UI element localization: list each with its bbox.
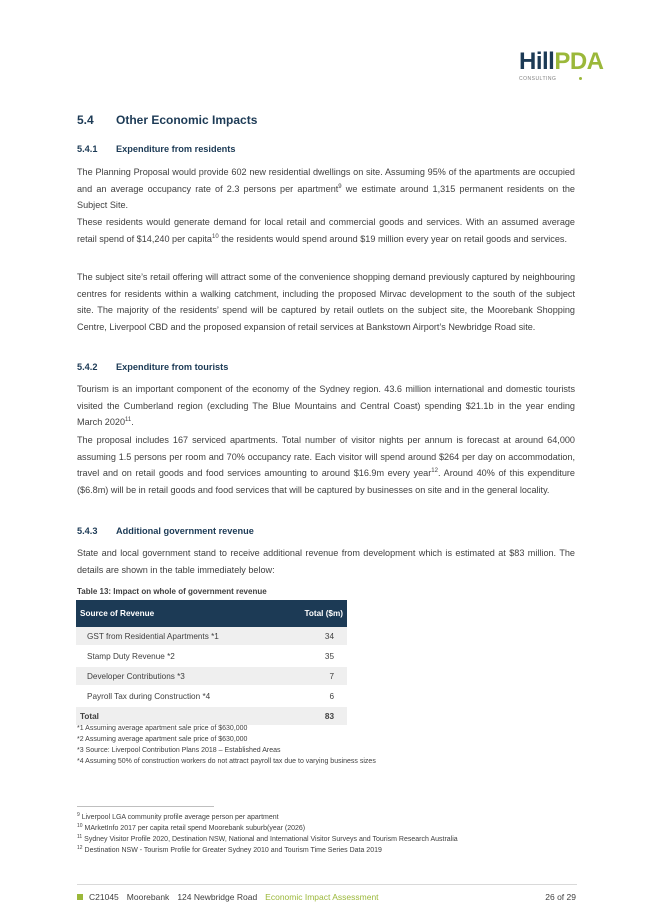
revenue-source-cell: Developer Contributions *3 <box>76 666 282 686</box>
footnote: $^{10}$ MArketInfo 2017 per capita retail spend Moorebank suburb(year (2026) <box>77 823 306 832</box>
footnote-divider <box>77 806 214 807</box>
table-caption: Table 13: Impact on whole of government revenue <box>77 587 267 596</box>
table-note: *4 Assuming 50% of construction workers do not attract payroll tax due to varying business sizes <box>77 758 376 765</box>
revenue-value-cell: 35 <box>282 646 347 666</box>
footer-document-title: Economic Impact Assessment <box>265 892 379 902</box>
paragraph-residents-2: These residents would generate demand for local retail and commercial goods and services. With an assumed average retail spend of $14,240 per capita$^{10}$ the residents would spend around $19 million every year on retail goods and services. <box>77 217 575 244</box>
page-number: 26 of 29 <box>545 892 576 902</box>
paragraph-residents-1: The Planning Proposal would provide 602 new residential dwellings on site. Assuming 95% of the apartments are occupied and an average occupancy rate of 2.3 persons per apartment$^9$ we estimate around 1,315 permanent residents on the Subject Site. <box>77 167 575 211</box>
footnote-ref: 10 <box>212 233 219 240</box>
table-row <box>76 686 347 706</box>
hillpda-logo <box>519 50 609 86</box>
paragraph-residents-3: The subject site’s retail offering will attract some of the convenience shopping demand previously captured by neighbouring centres for residents within a walking catchment, including the proposed Mirvac development to the south of the subject site. The majority of the residents’ spend will be captured by retail outlets on the subject site, the Moorebank Shopping Centre, Liverpool CBD and the proposed expansion of retail services at Bankstown Airport’s Newbridge Road site. <box>77 272 575 332</box>
subsection-heading-543 <box>77 526 254 536</box>
total-label-cell: Total <box>76 706 282 726</box>
logo-wordmark <box>519 50 609 74</box>
footnote-ref: 11 <box>125 417 132 424</box>
footnote: $^{11}$ Sydney Visitor Profile 2020, Destination NSW, National and International Visitor Surveys and Tourism Research Australia <box>77 834 458 843</box>
footnote: $^9$ Liverpool LGA community profile average person per apartment <box>77 812 279 821</box>
logo-subtitle <box>519 76 589 82</box>
subsection-title: Expenditure from residents <box>116 144 236 154</box>
logo-sub-text: CONSULTING <box>519 76 557 82</box>
subsection-number: 5.4.1 <box>77 144 98 154</box>
footnote: $^{12}$ Destination NSW - Tourism Profile for Greater Sydney 2010 and Tourism Time Series Data 2019 <box>77 845 382 854</box>
paragraph-tourists-2: The proposal includes 167 serviced apartments. Total number of visitor nights per annum is forecast at around 64,000 assuming 1.5 persons per room and 70% occupancy rate. Each visitor will spend around $264 per day on accommodation, travel and on retail goods and food services amounting to around $16.9m every year$^{12}$. Around 40% of this expenditure ($6.8m) will be in retail goods and food services that will be captured by businesses on site and in the general locality. <box>77 435 575 495</box>
table-row <box>76 646 347 666</box>
column-header-source: Source of Revenue <box>76 600 282 627</box>
table-notes <box>77 723 376 767</box>
footnote-ref: 12 <box>431 468 438 475</box>
footnote-ref: 9 <box>338 183 342 190</box>
footer-address: 124 Newbridge Road <box>177 892 258 902</box>
section-heading <box>77 113 257 127</box>
table-row <box>76 666 347 686</box>
paragraph-government-1: State and local government stand to receive additional revenue from development which is estimated at $83 million. The details are shown in the table immediately below: <box>77 548 575 575</box>
subsection-number: 5.4.2 <box>77 362 98 372</box>
revenue-value-cell: 6 <box>282 686 347 706</box>
revenue-source-cell: Payroll Tax during Construction *4 <box>76 686 282 706</box>
table-note: *2 Assuming average apartment sale price of $630,000 <box>77 736 248 743</box>
section-number: 5.4 <box>77 113 94 127</box>
logo-pda-text: PDA <box>554 48 604 75</box>
revenue-value-cell: 34 <box>282 627 347 646</box>
footer-suburb: Moorebank <box>126 892 170 902</box>
subsection-number: 5.4.3 <box>77 526 98 536</box>
subsection-title: Expenditure from tourists <box>116 362 229 372</box>
column-header-total: Total ($m) <box>282 600 347 627</box>
section-title: Other Economic Impacts <box>116 113 258 127</box>
total-value-cell: 83 <box>282 706 347 726</box>
logo-hill-text: Hill <box>519 48 555 75</box>
page-footer <box>77 892 379 902</box>
footer-project-code: C21045 <box>89 892 119 902</box>
footer-divider <box>77 884 577 885</box>
revenue-source-cell: Stamp Duty Revenue *2 <box>76 646 282 666</box>
logo-dot-icon <box>579 77 582 80</box>
table-note: *3 Source: Liverpool Contribution Plans 2018 – Established Areas <box>77 747 281 754</box>
footnotes <box>77 812 458 856</box>
revenue-table <box>76 600 347 727</box>
footer-square-icon <box>77 894 83 900</box>
revenue-value-cell: 7 <box>282 666 347 686</box>
subsection-heading-541 <box>77 144 235 154</box>
subsection-title: Additional government revenue <box>116 526 254 536</box>
table-note: *1 Assuming average apartment sale price of $630,000 <box>77 725 248 732</box>
paragraph-tourists-1: Tourism is an important component of the economy of the Sydney region. 43.6 million international and domestic tourists visited the Cumberland region (excluding The Blue Mountains and Central Coast) spending $21.1b in the year ending March 2020$^{11}$. <box>77 384 575 428</box>
subsection-heading-542 <box>77 362 228 372</box>
table-header-row <box>76 600 347 627</box>
table-row <box>76 627 347 646</box>
revenue-source-cell: GST from Residential Apartments *1 <box>76 627 282 646</box>
